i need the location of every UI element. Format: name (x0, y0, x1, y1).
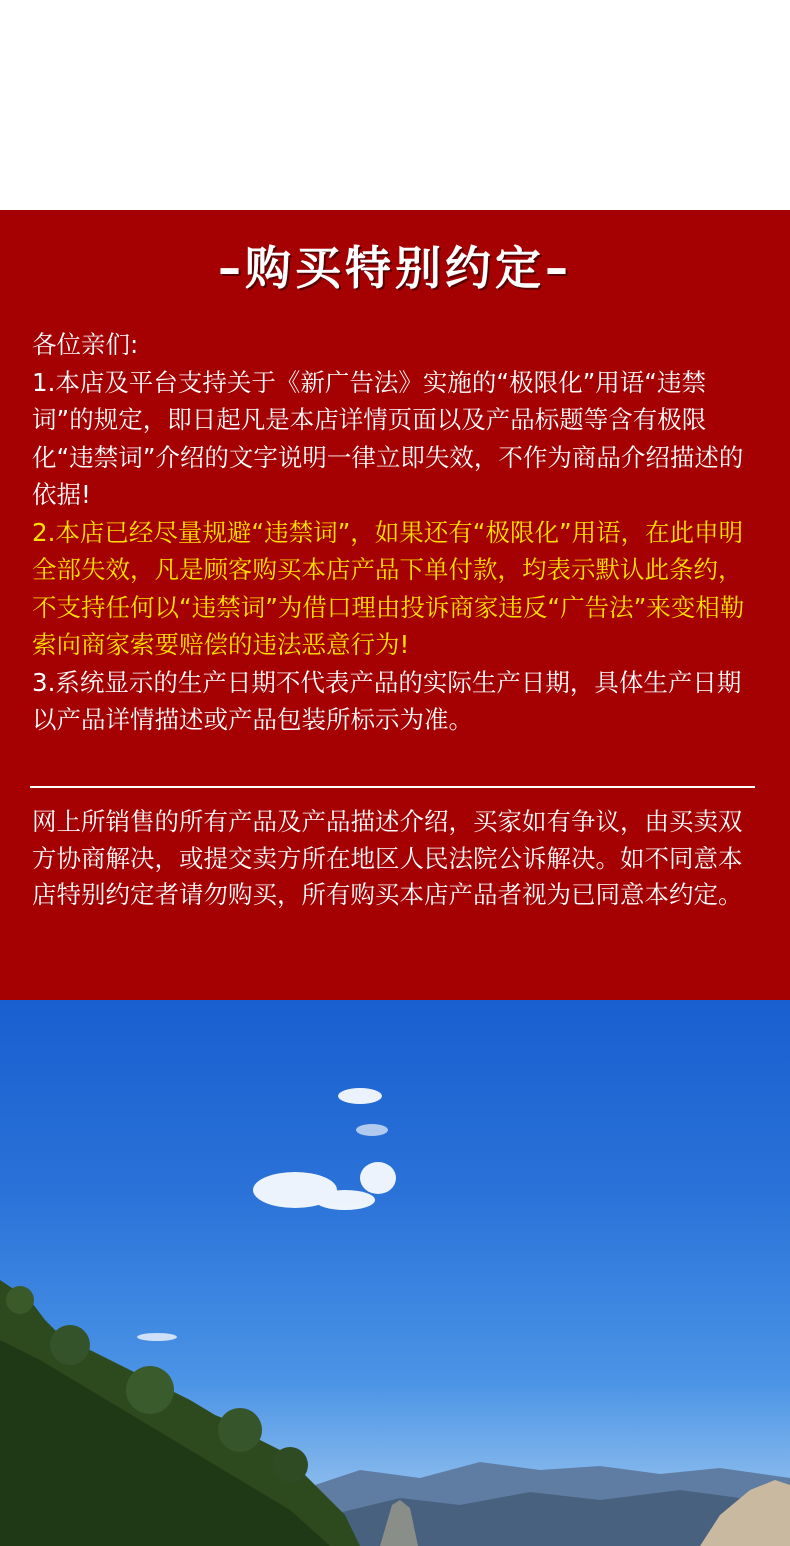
divider-line (30, 786, 755, 788)
clause-3: 3.系统显示的生产日期不代表产品的实际生产日期，具体生产日期以产品详情描述或产品包装所标示为准。 (32, 667, 742, 734)
notice-body (32, 326, 762, 739)
notice-title: –购买特别约定– (218, 241, 572, 295)
greeting-text: 各位亲们: (32, 330, 139, 359)
landscape-illustration (0, 1000, 790, 1546)
blank-header-area (0, 0, 790, 210)
clause-2-highlighted: 2.本店已经尽量规避“违禁词”，如果还有“极限化”用语，在此申明全部失效，凡是顾客购买本店产品下单付款，均表示默认此条约，不支持任何以“违禁词”为借口理由投诉商家违反“广告法”来变相勒索向商家索要赔偿的违法恶意行为! (32, 517, 745, 659)
mountain-sky-photo (0, 1000, 790, 1546)
dispute-text: 网上所销售的所有产品及产品描述介绍，买家如有争议，由买卖双方协商解决，或提交卖方所在地区人民法院公诉解决。如不同意本店特别约定者请勿购买，所有购买本店产品者视为已同意本约定。 (32, 807, 743, 909)
dispute-notice (32, 804, 762, 914)
distant-mountains (300, 1462, 790, 1546)
clause-1: 1.本店及平台支持关于《新广告法》实施的“极限化”用语“违禁词”的规定，即日起凡是本店详情页面以及产品标题等含有极限化“违禁词”介绍的文字说明一律立即失效，不作为商品介绍描述的依据! (32, 367, 744, 509)
forest-foreground (0, 1280, 360, 1546)
clouds (137, 1088, 396, 1341)
